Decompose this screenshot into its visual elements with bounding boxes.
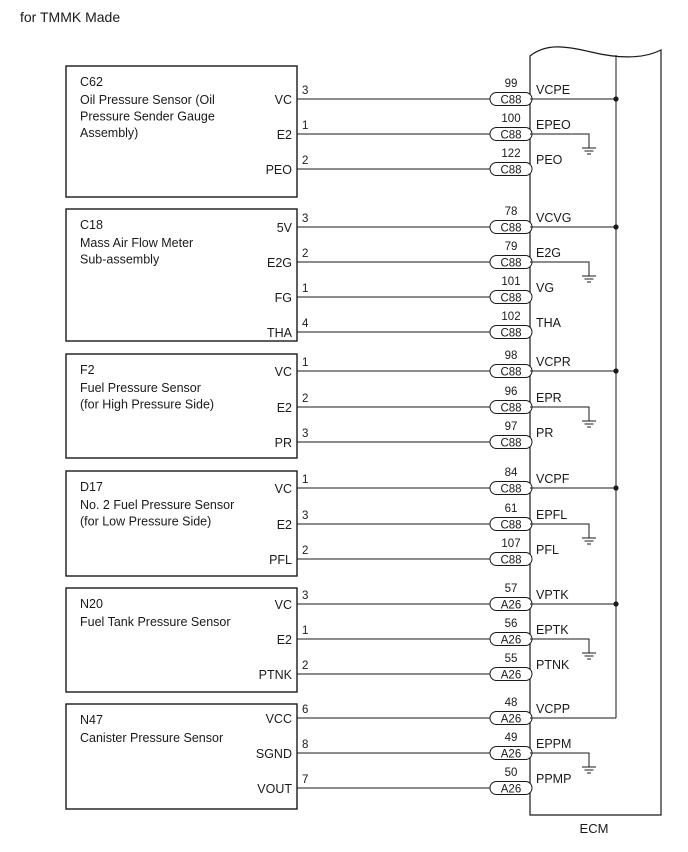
sensor-id: C62 (80, 75, 103, 89)
ecm-terminal-name: PFL (536, 543, 559, 557)
sensor-id: C18 (80, 218, 103, 232)
connector-label: C88 (500, 519, 522, 532)
connector-label: A26 (500, 634, 522, 647)
ecm-pin-number: 78 (504, 206, 518, 218)
ecm-pin-number: 98 (504, 350, 518, 362)
sensor-blocks (66, 66, 619, 809)
sensor-id: F2 (80, 363, 95, 377)
ecm-pin-number: 79 (504, 241, 518, 253)
ecm-terminal-name: VCPE (536, 83, 571, 97)
sensor-name-line: Fuel Pressure Sensor (80, 381, 201, 395)
sensor-name-line: Sub-assembly (80, 252, 160, 267)
sensor-name-line: (for High Pressure Side) (80, 397, 215, 412)
wire-vcpr (275, 350, 619, 379)
sensor-terminal-label: FG (274, 291, 292, 305)
wire-ptnk (259, 653, 570, 682)
sensor-pin-number: 3 (302, 85, 309, 97)
ground-wire (530, 262, 589, 276)
sensor-terminal-label: PEO (265, 163, 292, 177)
sensor-id: N20 (80, 597, 103, 611)
sensor-name-line: Oil Pressure Sensor (Oil (80, 93, 215, 107)
sensor-pin-number: 4 (302, 318, 309, 330)
sensor-name-line: (for Low Pressure Side) (80, 514, 212, 529)
ecm-terminal-name: E2G (536, 246, 562, 260)
sensor-terminal-label: VCC (265, 712, 292, 726)
ecm-terminal-name: PR (536, 426, 554, 440)
ecm-terminal-name: EPFL (536, 508, 568, 522)
ecm-terminal-name: VG (536, 281, 555, 295)
sensor-name-line: Assembly) (80, 126, 139, 140)
junction-dot (613, 601, 618, 606)
wire-epeo (277, 113, 596, 154)
sensor-name-line: Fuel Tank Pressure Sensor (80, 615, 231, 629)
sensor-terminal-label: VOUT (257, 782, 292, 796)
sensor-terminal-label: E2 (276, 633, 292, 647)
connector-label: C88 (500, 164, 522, 177)
sensor-name-line: Mass Air Flow Meter (80, 236, 194, 250)
sensor-pin-number: 1 (302, 357, 309, 369)
ecm-pin-number: 49 (504, 732, 518, 744)
connector-label: C88 (500, 402, 522, 415)
sensor-terminal-label: E2 (276, 401, 292, 415)
sensor-pin-number: 2 (302, 155, 309, 167)
connector-label: C88 (500, 366, 522, 379)
junction-dot (613, 485, 618, 490)
connector-label: A26 (500, 599, 522, 612)
sensor-terminal-label: E2 (276, 518, 292, 532)
sensor-pin-number: 3 (302, 428, 309, 440)
wire-epfl (277, 503, 596, 544)
ecm-pin-number: 48 (504, 697, 518, 709)
sensor-pin-number: 7 (302, 774, 309, 786)
wire-e2g (267, 241, 596, 282)
ecm-pin-number: 100 (501, 113, 521, 125)
ecm-pin-number: 101 (501, 276, 521, 288)
ecm-pin-number: 50 (504, 767, 518, 779)
wire-vcpf (275, 467, 619, 496)
connector-label: A26 (500, 783, 522, 796)
wire-vcvg (277, 206, 619, 235)
sensor-name-line: No. 2 Fuel Pressure Sensor (80, 498, 235, 512)
wire-epr (277, 386, 596, 427)
ecm-label: ECM (579, 821, 609, 836)
ecm-terminal-name: EPPM (536, 737, 572, 751)
wire-vcpp (266, 697, 616, 726)
sensor-pin-number: 2 (302, 248, 309, 260)
ecm-terminal-name: PPMP (536, 772, 572, 786)
connector-label: C88 (500, 94, 522, 107)
sensor-name-line: Canister Pressure Sensor (80, 731, 224, 745)
sensor-block-f2 (66, 350, 619, 458)
ecm-pin-number: 57 (504, 583, 518, 595)
ecm-terminal-name: EPR (536, 391, 562, 405)
wire-eptk (277, 618, 596, 659)
sensor-pin-number: 1 (302, 283, 309, 295)
sensor-terminal-label: PFL (269, 553, 292, 567)
ecm-pin-number: 96 (504, 386, 518, 398)
sensor-block-n20 (66, 583, 619, 692)
ecm-terminal-name: VPTK (536, 588, 569, 602)
connector-label: C88 (500, 292, 522, 305)
wire-eppm (256, 732, 596, 773)
wire-vptk (275, 583, 619, 612)
connector-label: C88 (500, 129, 522, 142)
wire-ppmp (257, 767, 571, 796)
wire-pfl (269, 538, 559, 567)
ecm-terminal-name: PTNK (536, 658, 570, 672)
wire-peo (266, 148, 563, 177)
ecm-terminal-name: VCPP (536, 702, 571, 716)
sensor-pin-number: 1 (302, 625, 309, 637)
sensor-pin-number: 3 (302, 510, 309, 522)
sensor-id: N47 (80, 713, 103, 727)
wire-tha (267, 311, 562, 340)
connector-label: A26 (500, 713, 522, 726)
sensor-terminal-label: VC (274, 365, 292, 379)
sensor-block-c18 (66, 206, 619, 341)
sensor-block-d17 (66, 467, 619, 576)
ecm-terminal-name: PEO (536, 153, 563, 167)
sensor-pin-number: 1 (302, 474, 309, 486)
ecm-pin-number: 55 (504, 653, 518, 665)
ecm-terminal-name: EPEO (536, 118, 571, 132)
ecm-pin-number: 97 (504, 421, 518, 433)
ecm-pin-number: 61 (504, 503, 518, 515)
sensor-pin-number: 6 (302, 704, 309, 716)
sensor-pin-number: 2 (302, 660, 309, 672)
sensor-terminal-label: PR (274, 436, 292, 450)
sensor-terminal-label: THA (267, 326, 292, 340)
ecm-pin-number: 84 (504, 467, 518, 479)
ecm-pin-number: 102 (501, 311, 521, 323)
ground-wire (530, 639, 589, 653)
sensor-terminal-label: E2 (276, 128, 292, 142)
sensor-pin-number: 2 (302, 545, 309, 557)
connector-label: C88 (500, 327, 522, 340)
sensor-terminal-label: SGND (255, 747, 292, 761)
sensor-pin-number: 1 (302, 120, 309, 132)
ecm-pin-number: 107 (501, 538, 521, 550)
ecm-pin-number: 56 (504, 618, 518, 630)
ground-wire (530, 134, 589, 148)
ecm-terminal-name: VCVG (536, 211, 572, 225)
connector-label: C88 (500, 483, 522, 496)
sensor-pin-number: 8 (302, 739, 309, 751)
sensor-terminal-label: VC (274, 598, 292, 612)
wire-pr (275, 421, 554, 450)
sensor-pin-number: 2 (302, 393, 309, 405)
ecm-terminal-name: EPTK (536, 623, 569, 637)
sensor-block-c62 (66, 66, 619, 197)
sensor-block-n47 (66, 697, 616, 809)
ground-wire (530, 753, 589, 767)
junction-dot (613, 368, 618, 373)
connector-label: A26 (500, 748, 522, 761)
sensor-pin-number: 3 (302, 590, 309, 602)
sensor-name-line: Pressure Sender Gauge (80, 109, 215, 124)
sensor-terminal-label: PTNK (258, 668, 292, 682)
sensor-terminal-label: VC (274, 93, 292, 107)
connector-label: C88 (500, 554, 522, 567)
connector-label: C88 (500, 437, 522, 450)
ecm-terminal-name: THA (536, 316, 561, 330)
connector-label: A26 (500, 669, 522, 682)
ground-wire (530, 524, 589, 538)
sensor-terminal-label: 5V (276, 221, 292, 235)
ecm-terminal-name: VCPF (536, 472, 570, 486)
wire-vg (275, 276, 554, 305)
junction-dot (613, 96, 618, 101)
wire-vcpe (275, 78, 619, 107)
ground-wire (530, 407, 589, 421)
ecm-pin-number: 122 (501, 148, 521, 160)
ecm-terminal-name: VCPR (536, 355, 571, 369)
ecm-pin-number: 99 (504, 78, 518, 90)
sensor-pin-number: 3 (302, 213, 309, 225)
diagram-caption: for TMMK Made (20, 9, 121, 25)
sensor-id: D17 (80, 480, 103, 494)
junction-dot (613, 224, 618, 229)
connector-label: C88 (500, 257, 522, 270)
sensor-terminal-label: VC (274, 482, 292, 496)
connector-label: C88 (500, 222, 522, 235)
sensor-terminal-label: E2G (266, 256, 292, 270)
